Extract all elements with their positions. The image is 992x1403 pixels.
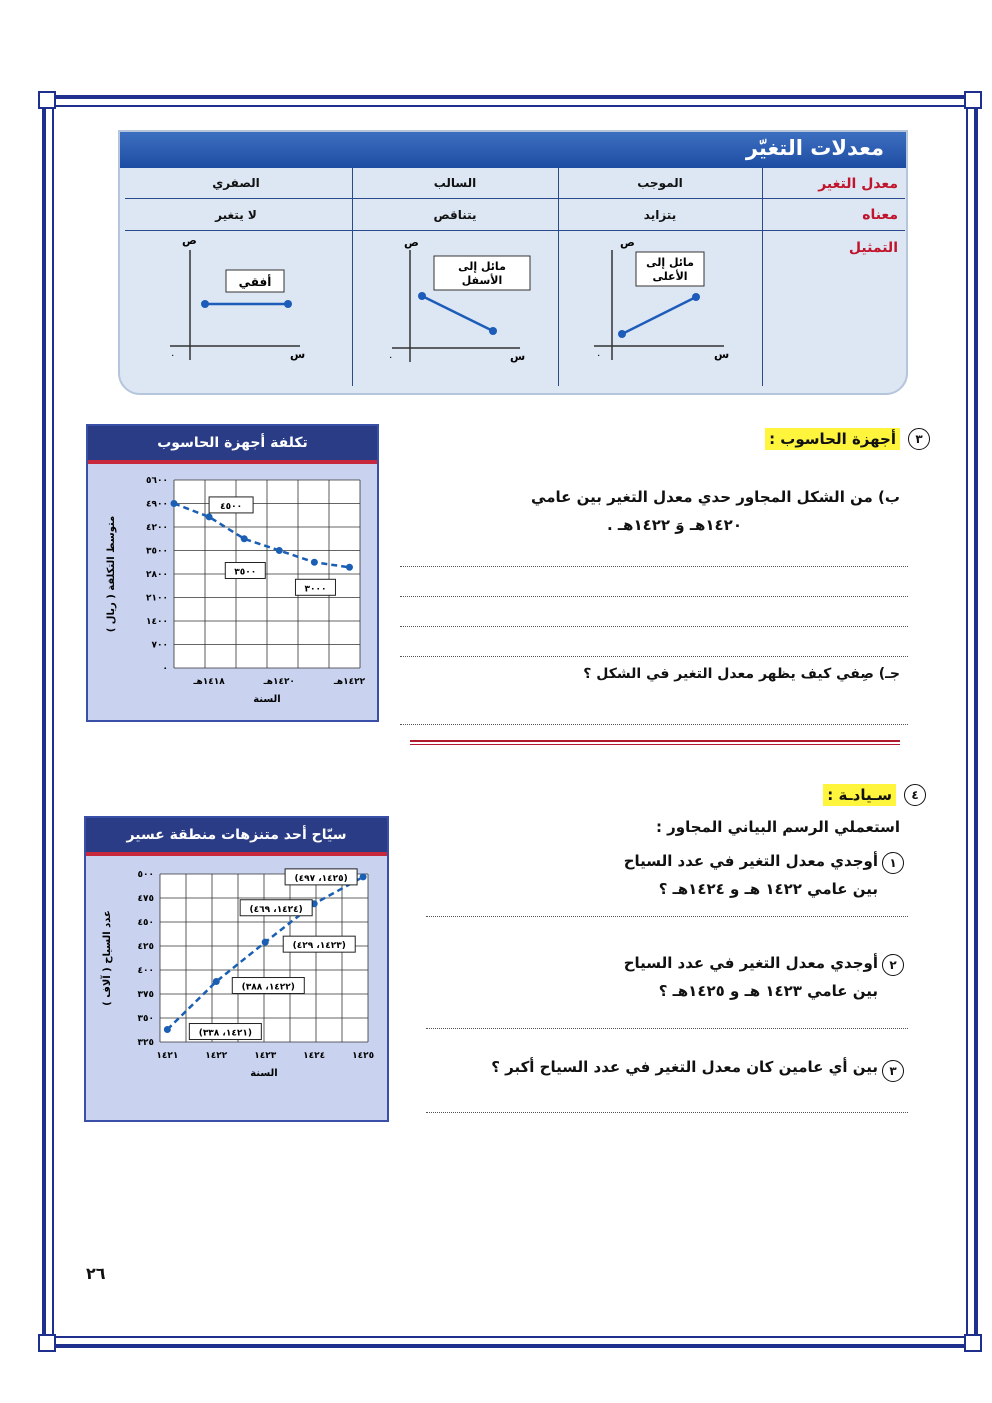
- callout-negative-line1: مائل إلى: [458, 260, 506, 273]
- col-positive: الموجب: [637, 176, 683, 190]
- data-point: [213, 978, 220, 985]
- svg-text:ص: ص: [182, 234, 197, 247]
- data-point: [171, 500, 178, 507]
- callout-negative-line2: الأسفل: [461, 274, 503, 287]
- table-divider: [125, 198, 905, 199]
- row-label-meaning: معناه: [862, 207, 898, 223]
- q4-item2-marker: [882, 954, 904, 976]
- callout-positive-line2: الأعلى: [652, 270, 688, 283]
- y-tick-label: ٥٦٠٠: [146, 476, 168, 486]
- callout-zero: أفقي: [238, 275, 272, 289]
- y-tick-label: ٣٢٥: [137, 1038, 154, 1048]
- frame-corner: [964, 1334, 982, 1352]
- q4-item3-number: ٣: [882, 1060, 904, 1082]
- graph-zero: [170, 234, 305, 361]
- y-tick-label: ٤٧٥: [137, 894, 154, 904]
- rates-of-change-table: [118, 130, 908, 395]
- x-tick-label: ١٤٢٢: [205, 1051, 228, 1061]
- x-tick-label: ١٤٢٣: [254, 1051, 277, 1061]
- y-axis-label: متوسط التكلفة ( ريال ): [106, 515, 117, 633]
- answer-line[interactable]: [400, 656, 908, 657]
- svg-text:٠: ٠: [388, 352, 394, 363]
- data-point: [276, 547, 283, 554]
- table-divider: [762, 168, 763, 386]
- question4-intro: استعملي الرسم البياني المجاور :: [655, 818, 900, 836]
- question4-header: [904, 784, 926, 806]
- representation-graphs: [120, 230, 762, 390]
- annotation-label: (١٤٢٥، ٤٩٧): [294, 873, 348, 884]
- svg-text:ص: ص: [404, 236, 419, 249]
- y-tick-label: ٠: [162, 664, 168, 674]
- y-tick-label: ٣٧٥: [137, 990, 154, 1000]
- x-tick-label: ١٤٢١: [156, 1051, 179, 1061]
- frame-corner: [38, 1334, 56, 1352]
- q4-item2-number: ٢: [882, 954, 904, 976]
- question3-label: أجهزة الحاسوب :: [765, 428, 900, 450]
- chart1-svg: [88, 464, 377, 720]
- svg-text:س: س: [510, 350, 526, 363]
- y-tick-label: ٤٩٠٠: [146, 499, 168, 510]
- answer-line[interactable]: [400, 626, 908, 627]
- col-negative: السالب: [433, 176, 477, 190]
- y-tick-label: ٢٨٠٠: [146, 570, 168, 580]
- answer-line[interactable]: [426, 916, 908, 917]
- chart-computer-costs: [86, 424, 379, 722]
- y-tick-label: ٣٥٠٠: [146, 546, 168, 557]
- meaning-negative: يتناقص: [433, 208, 477, 222]
- svg-text:س: س: [714, 348, 730, 361]
- frame-corner: [38, 91, 56, 109]
- data-point: [241, 535, 248, 542]
- annotation-label: (١٤٢١، ٣٣٨): [198, 1028, 252, 1039]
- page-number: ٢٦: [86, 1264, 106, 1283]
- meaning-zero: لا يتغير: [215, 208, 257, 222]
- data-point: [206, 513, 213, 520]
- row-label-rate: معدل التغير: [818, 176, 898, 192]
- svg-text:٠: ٠: [170, 350, 176, 361]
- annotation-label: ٣٥٠٠: [234, 567, 257, 578]
- rates-table-header: [120, 132, 906, 168]
- annotation-label: (١٤٢٤، ٤٦٩): [249, 904, 303, 915]
- y-tick-label: ٤٠٠: [137, 966, 154, 976]
- question3-number: ٣: [908, 428, 930, 450]
- annotation-label: ٤٥٠٠: [220, 501, 243, 512]
- graph-negative: [388, 236, 530, 363]
- q4-item2-line2: بين عامي ١٤٢٣ هـ و ١٤٢٥هـ ؟: [658, 982, 878, 1000]
- chart2-title: سيّاح أحد متنزهات منطقة عسير: [86, 818, 387, 852]
- meaning-positive: يتزايد: [643, 208, 677, 222]
- chart-tourists: [84, 816, 389, 1122]
- answer-line[interactable]: [426, 1112, 908, 1113]
- question3-part-b-line1: ب) من الشكل المجاور حدي معدل التغير بين عامي: [531, 488, 900, 506]
- annotation-label: (١٤٢٣، ٤٢٩): [292, 941, 346, 952]
- section-divider: [410, 744, 900, 745]
- svg-text:س: س: [290, 348, 306, 361]
- question3-header: [908, 428, 930, 450]
- x-axis-label: السنة: [253, 694, 281, 705]
- q4-item1-number: ١: [882, 852, 904, 874]
- q4-item2-line1: أوجدي معدل التغير في عدد السياح: [623, 954, 878, 972]
- x-tick-label: ١٤٢٤: [303, 1051, 326, 1061]
- graph-positive: [594, 236, 729, 361]
- x-tick-label: ١٤٢٠هـ: [263, 677, 295, 687]
- rates-table-title: معدلات التغيّر: [745, 136, 884, 160]
- data-point: [262, 939, 269, 946]
- x-tick-label: ١٤٢٥: [352, 1051, 375, 1061]
- data-point: [164, 1026, 171, 1033]
- question4-number: ٤: [904, 784, 926, 806]
- y-axis-label: عدد السياح ( آلاف ): [102, 910, 113, 1006]
- annotation-label: ٣٠٠٠: [304, 584, 327, 595]
- question4-label: سـيادـة :: [823, 784, 896, 806]
- question3-part-c: جـ) صِفي كيف يظهر معدل التغير في الشكل ؟: [583, 666, 900, 682]
- q4-item1-line2: بين عامي ١٤٢٢ هـ و ١٤٢٤هـ ؟: [658, 880, 878, 898]
- answer-line[interactable]: [400, 566, 908, 567]
- data-point: [311, 559, 318, 566]
- q4-item1-marker: [882, 852, 904, 874]
- answer-line[interactable]: [426, 1028, 908, 1029]
- x-axis-label: السنة: [250, 1068, 278, 1079]
- data-point: [360, 873, 367, 880]
- answer-line[interactable]: [400, 596, 908, 597]
- chart1-title: تكلفة أجهزة الحاسوب: [88, 426, 377, 460]
- svg-text:٠: ٠: [596, 350, 602, 361]
- y-tick-label: ٤٥٠: [137, 918, 154, 928]
- row-label-representation: التمثيل: [848, 240, 898, 256]
- x-tick-label: ١٤٢٢هـ: [333, 677, 366, 687]
- y-tick-label: ٤٢٠٠: [146, 523, 168, 533]
- col-zero: الصفري: [212, 176, 260, 190]
- svg-text:ص: ص: [620, 236, 635, 249]
- annotation-label: (١٤٢٢، ٣٨٨): [241, 982, 295, 993]
- q4-item1-line1: أوجدي معدل التغير في عدد السياح: [623, 852, 878, 870]
- y-tick-label: ٥٠٠: [137, 870, 154, 880]
- q4-item3-line1: بين أي عامين كان معدل التغير في عدد السياح أكبر ؟: [491, 1058, 878, 1076]
- frame-corner: [964, 91, 982, 109]
- y-tick-label: ١٤٠٠: [146, 617, 168, 627]
- answer-line[interactable]: [400, 724, 908, 725]
- section-divider: [410, 740, 900, 742]
- y-tick-label: ٧٠٠: [151, 640, 168, 651]
- q4-item3-marker: [882, 1060, 904, 1082]
- x-tick-label: ١٤١٨هـ: [193, 677, 225, 687]
- data-point: [346, 564, 353, 571]
- y-tick-label: ٤٢٥: [137, 942, 154, 952]
- question3-part-b-line2: ١٤٢٠هـ وَ ١٤٢٢هـ .: [607, 516, 742, 534]
- callout-positive-line1: مائل إلى: [646, 256, 694, 269]
- chart2-svg: [86, 856, 387, 1120]
- y-tick-label: ٣٥٠: [137, 1014, 154, 1024]
- y-tick-label: ٢١٠٠: [146, 593, 168, 604]
